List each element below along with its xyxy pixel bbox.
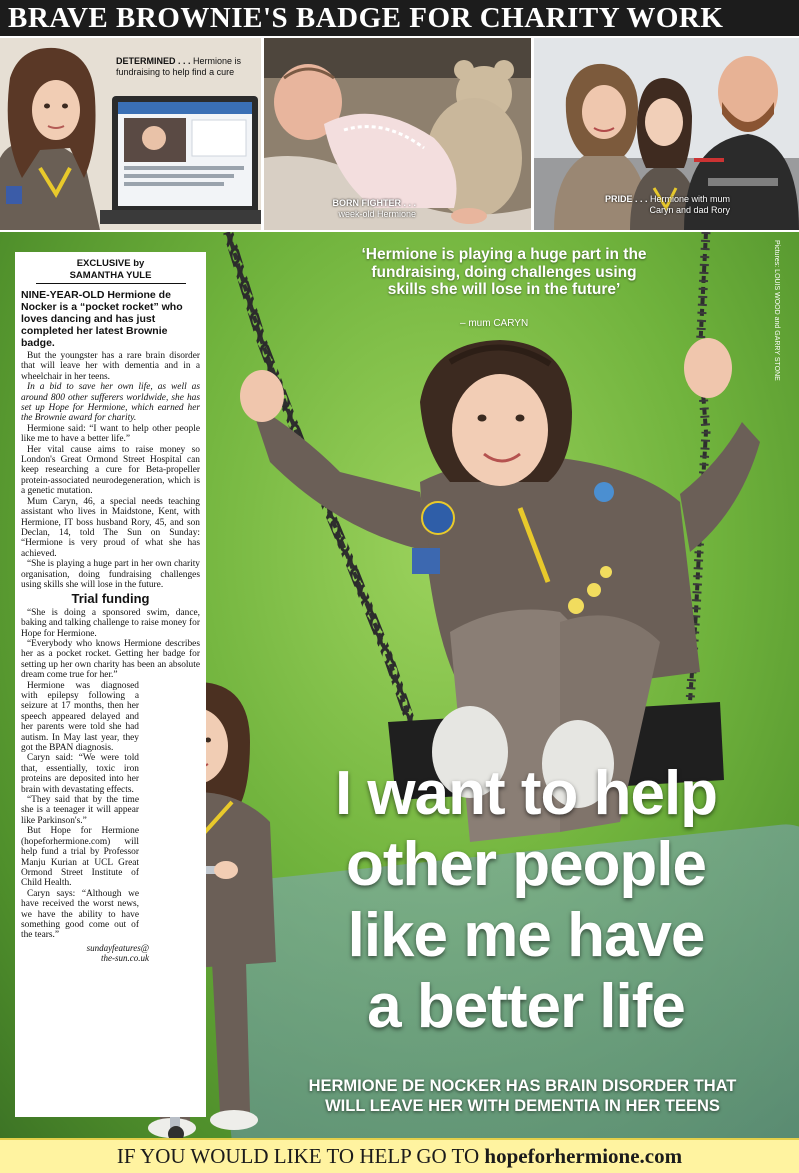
byline-author: SAMANTHA YULE	[69, 270, 152, 281]
headline-line: I want to help	[334, 759, 718, 828]
caption-bold: DETERMINED . . .	[116, 56, 191, 66]
headline-line: a better life	[367, 972, 685, 1041]
footer-prefix: IF YOU WOULD LIKE TO HELP GO TO	[116, 1144, 485, 1168]
article-paragraph: “Everybody who knows Hermione describes her as a pocket rocket. Getting her badge for setting up her own charity has been an absolute dream come true for her.”	[21, 638, 200, 681]
article-paragraph: “They said that by the time she is a teenager it will appear like Parkinson's.”	[21, 795, 139, 826]
article-paragraph: Mum Caryn, 46, a special needs teaching assistant who lives in Maidstone, Kent, with Hermione, IT boss husband Rory, 45, and son Declan, 14, told The Sun on Sunday: “Hermione is very proud of what she has achieved.	[21, 496, 200, 559]
byline-exclusive: EXCLUSIVE by	[76, 258, 145, 269]
picture-credit: Pictures: LOUIS WOOD and GARRY STONE	[773, 240, 780, 381]
contact-email-line1: sundayfeatures@	[86, 942, 149, 953]
contact-email-line2: the-sun.co.uk	[101, 953, 149, 964]
article-story-column	[15, 252, 206, 1117]
article-paragraph: “She is doing a sponsored swim, dance, baking and talking challenge to raise money for Hope for Hermione.	[21, 607, 200, 639]
caption-bold: PRIDE . . .	[604, 194, 648, 204]
byline-rule	[36, 283, 186, 284]
photo-pride-caption	[600, 194, 730, 216]
article-paragraph: In a bid to save her own life, as well as around 800 other sufferers worldwide, she has set up Hope for Hermione, which earned her the Brownie award for charity.	[21, 382, 200, 424]
headline-line: like me have	[347, 901, 705, 970]
page-banner-title: BRAVE BROWNIE'S BADGE FOR CHARITY WORK	[0, 0, 799, 36]
article-paragraph: Caryn says: “Although we have received the worst news, we have the ability to have something good come out of the tears.”	[21, 888, 139, 941]
caption-bold: BORN FIGHTER . . .	[332, 198, 416, 208]
footer-website-link[interactable]: hopeforhermione.com	[484, 1144, 683, 1168]
headline-line: other people	[345, 830, 707, 899]
article-paragraph: Hermione was diagnosed with epilepsy following a seizure at 17 months, then her speech appeared delayed and her parents were told she had autism. In May last year, they got the BPAN diagnosis.	[21, 680, 139, 754]
pull-quote: ‘Hermione is playing a huge part in the fundraising, doing challenges using skills she will lose in the future’	[361, 246, 647, 298]
photo-determined-caption	[116, 56, 254, 78]
article-paragraph: But Hope for Hermione (hopeforhermione.com) will help fund a trial by Professor Manju Kurian at UCL Great Ormond Street Institute of Child Health.	[21, 826, 139, 889]
caption-text: Hermione with mum Caryn and dad Rory	[649, 194, 730, 215]
strap-line: HERMIONE DE NOCKER HAS BRAIN DISORDER THAT	[308, 1077, 737, 1095]
photo-born-fighter	[264, 38, 531, 230]
article-subhead: Trial funding	[71, 591, 150, 607]
caption-text: Hermione is fundraising to help find a cure	[116, 56, 242, 77]
article-paragraph: Hermione said: “I want to help other people like me to have a better life.”	[21, 423, 200, 445]
pull-quote-source: – mum CARYN	[460, 318, 529, 329]
article-paragraph: But the youngster has a rare brain disorder that will leave her with dementia and in a wheelchair in her teens.	[21, 351, 200, 382]
photo-determined	[0, 38, 261, 230]
article-paragraph: “She is playing a huge part in her own charity organisation, doing fundraising challenges using skills she will lose in the future.	[21, 559, 200, 590]
photo-born-fighter-caption	[296, 198, 416, 220]
help-footer-bar	[0, 1138, 799, 1173]
article-paragraph: Her vital cause aims to raise money so London's Great Ormond Street Hospital can keep researching a cure for Beta-propeller protein-associated neurodegeneration, which is a genetic mutation.	[21, 444, 200, 497]
main-headline	[256, 758, 796, 1042]
strap-line: WILL LEAVE HER WITH DEMENTIA IN HER TEENS	[325, 1097, 720, 1115]
article-paragraph: Caryn said: “We were told that, essentially, toxic iron proteins are deposited into her brain with devastating effects.	[21, 753, 139, 795]
caption-text: week-old Hermione	[338, 209, 416, 219]
headline-strap	[250, 1076, 795, 1116]
photo-pride	[534, 38, 799, 230]
article-lead: NINE-YEAR-OLD Hermione de Nocker is a “pocket rocket” who loves dancing and has just completed her latest Brownie badge.	[21, 289, 183, 349]
